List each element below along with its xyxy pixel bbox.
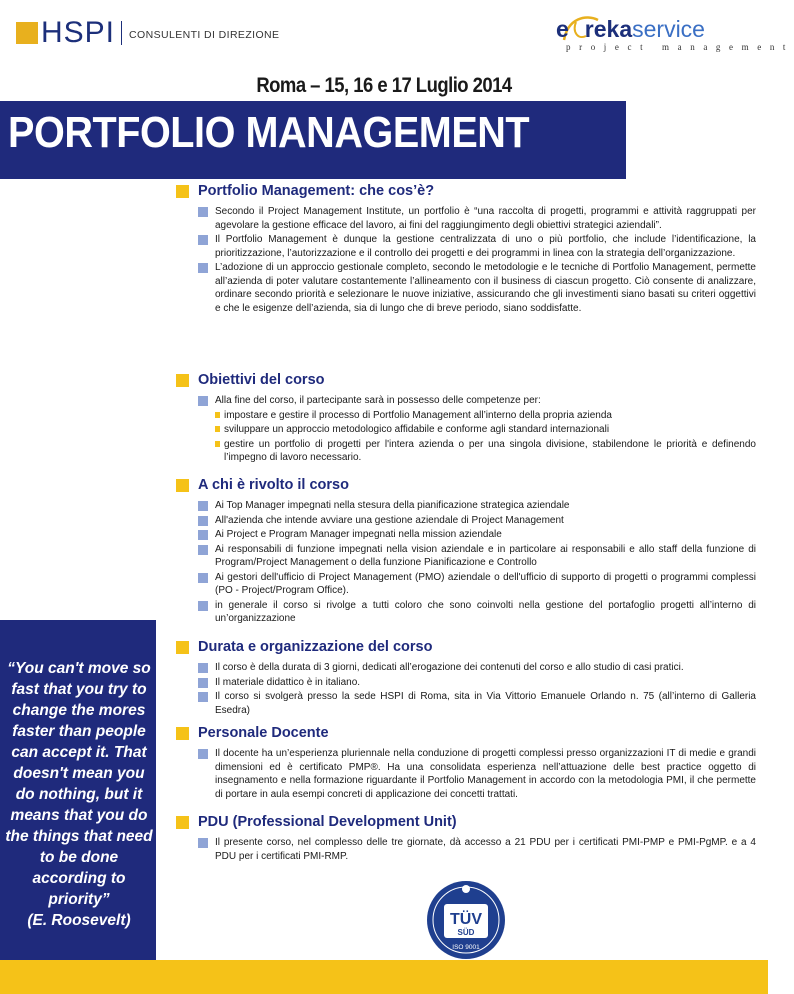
section-pdu-items [198,836,756,863]
section-duration-header [176,637,756,657]
section-what-header [176,181,756,201]
section-title: A chi è rivolto il corso [198,477,349,493]
section-square-icon [176,374,189,387]
list-item: Ai responsabili di funzione impegnati nella vision aziendale e in particolare ai responsabili e allo staff della funzione di Program/Project Management o della funzione Pianificazione e Controllo [198,543,756,570]
section-audience-header [176,475,756,495]
section-teacher [176,723,756,802]
quote-text: “You can't move so fast that you try to change the mores faster than people can accept it. That doesn't mean you do nothing, but it means that you do the things that need to be done according to priority” [5,660,153,908]
list-item: Il corso è della durata di 3 giorni, dedicati all’erogazione dei contenuti del corso e allo studio di casi pratici. [198,661,756,675]
list-item: Il corso si svolgerà presso la sede HSPI di Roma, sita in Via Vittorio Emanuele Orlando n. 75 (all’interno di Galleria Esedra) [198,690,756,717]
tuv-iso-badge-icon [426,880,506,960]
list-item: L’adozione di un approccio gestionale completo, secondo le metodologie e le tecniche di Portfolio Management, permette all’azienda di poter valutare costantemente l’allineamento con il business di ciascun progetto. Ciò consente di analizzare, ordinare secondo priorità e selezionare le nuove iniziative, assicurando che gli investimenti siano basati su criteri oggettivi e che le esigenze dell’azienda, sia di lungo che di breve periodo, siano soddisfatte. [198,261,756,315]
list-item: Il docente ha un’esperienza pluriennale nella conduzione di progetti complessi presso organizzazioni IT di medie e grandi dimensioni ed è certificato PMP®. Ha una consolidata esperienza nell’attuazione delle best practice oggetto di insegnamento e nella formazione riguardante il Portfolio Management in accordo con la metodologia PMI, il che permette di portare in aula esempi concreti di applicazione dei concetti trattati. [198,747,756,801]
section-audience-items [198,499,756,626]
hspi-logo-name: HSPI [41,16,116,49]
hspi-logo-square [16,22,38,44]
course-dates: Roma – 15, 16 e 17 Luglio 2014 [256,74,512,97]
hspi-logo-tagline: CONSULENTI DI DIREZIONE [129,29,280,41]
eurekaservice-logo [542,14,794,58]
list-item: in generale il corso si rivolge a tutti coloro che sono coinvolti nella gestione del portafoglio progetti all’interno di un’organizzazione [198,599,756,626]
list-item: All'azienda che intende avviare una gestione aziendale di Project Management [198,514,756,528]
section-square-icon [176,641,189,654]
list-item: Il presente corso, nel complesso delle tre giornate, dà accesso a 21 PDU per i certificati PMI-PMP e PMI-PgMP. e a 4 PDU per i certificati PMI-RMP. [198,836,756,863]
section-pdu-header [176,812,756,832]
section-title: Obiettivi del corso [198,372,325,388]
sub-list-item: sviluppare un approccio metodologico affidabile e conforme agli standard internazionali [215,423,756,437]
list-item: Il materiale didattico è in italiano. [198,676,756,690]
section-objectives [176,370,756,466]
section-title: Personale Docente [198,725,329,741]
section-square-icon [176,185,189,198]
section-title: PDU (Professional Development Unit) [198,814,457,830]
section-pdu [176,812,756,864]
eureka-e: e [556,16,569,42]
section-objectives-items [198,394,756,465]
section-objectives-header [176,370,756,390]
section-duration-items [198,661,756,717]
footer-bar [0,960,768,994]
tuv-brand: TÜV [450,911,482,928]
quote-author: (E. Roosevelt) [27,912,131,929]
list-item: Secondo il Project Management Institute, un portfolio è “una raccolta di progetti, programmi e attività raggruppati per agevolare la gestione efficace del lavoro, ai fini del raggiungimento degli obiettivi strategici aziendali”. [198,205,756,232]
section-square-icon [176,479,189,492]
eureka-tagline: project management [566,42,794,52]
list-item: Il Portfolio Management è dunque la gestione centralizzata di uno o più portfolio, che include l’identificazione, la prioritizzazione, l’autorizzazione e il controllo dei progetti e dei programmi in linea con la strategia dell’organizzazione. [198,233,756,260]
section-square-icon [176,816,189,829]
section-duration [176,637,756,718]
list-item: Alla fine del corso, il partecipante sarà in possesso delle competenze per: [198,394,756,408]
section-audience [176,475,756,627]
tuv-cert: ISO 9001 [452,944,480,951]
hspi-logo-separator [121,21,122,45]
list-item: Ai Top Manager impegnati nella stesura della pianificazione strategica aziendale [198,499,756,513]
list-item: Ai gestori dell'ufficio di Project Management (PMO) aziendale o dell'ufficio di supporto di progetti o programmi complessi (PO - Project/Program Office). [198,571,756,598]
section-title: Portfolio Management: che cos’è? [198,183,435,199]
section-what-items [198,205,756,315]
section-what [176,181,756,316]
list-item: Ai Project e Program Manager impegnati nella mission aziendale [198,528,756,542]
hspi-logo [16,18,279,48]
tuv-sub: SÜD [457,928,475,937]
section-title: Durata e organizzazione del corso [198,639,433,655]
eureka-reka: reka [584,16,633,42]
section-square-icon [176,727,189,740]
section-teacher-header [176,723,756,743]
section-teacher-items [198,747,756,801]
page-title: PORTFOLIO MANAGEMENT [8,108,530,157]
sub-list-item: gestire un portfolio di progetti per l'intera azienda o per una singola divisione, stabilendone le priorità e definendo l’impegno di lavoro necessario. [215,438,756,465]
eureka-wordmark [556,14,705,44]
sidebar-quote [4,658,154,931]
eureka-service: service [632,16,705,42]
sub-list-item: impostare e gestire il processo di Portfolio Management all’interno della propria azienda [215,409,756,423]
